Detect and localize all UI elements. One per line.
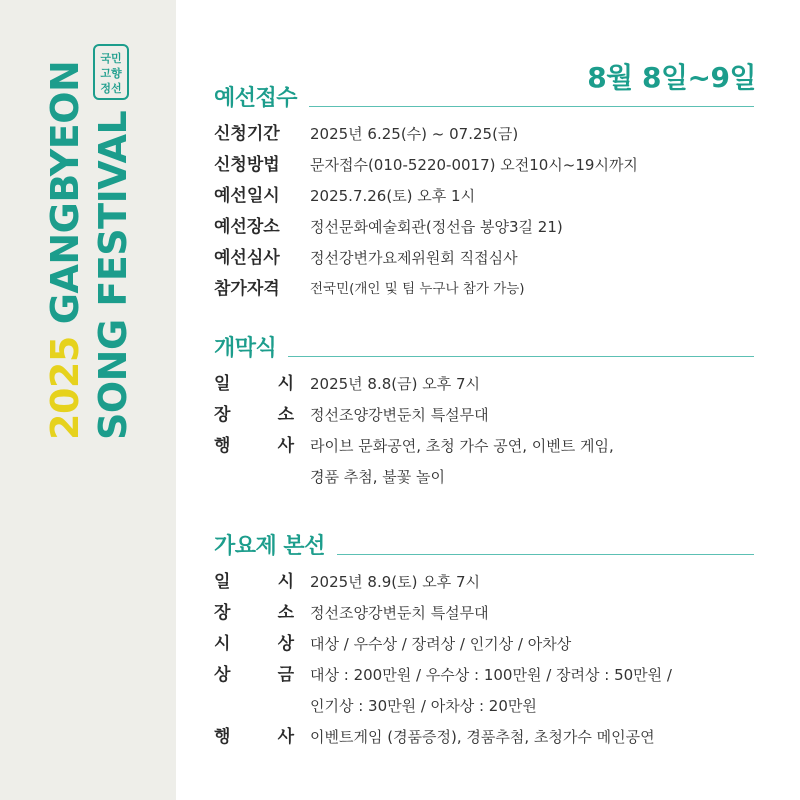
section-divider <box>337 554 754 555</box>
info-row <box>214 369 754 400</box>
stamp-line-3: 정선 <box>100 82 122 95</box>
info-row <box>214 567 754 598</box>
row-value: 전국민(개인 및 팀 누구나 참가 가능) <box>310 281 525 297</box>
row-value: 대상 / 우수상 / 장려상 / 인기상 / 아차상 <box>310 635 572 653</box>
row-value: 정선강변가요제위원회 직접심사 <box>310 249 518 267</box>
row-value: 2025년 8.8(금) 오후 7시 <box>310 375 481 393</box>
row-value: 정선조양강변둔치 특설무대 <box>310 406 489 424</box>
row-value-continued: 경품 추첨, 불꽃 놀이 <box>310 468 445 486</box>
row-label: 장 소 <box>214 405 294 425</box>
section-divider <box>288 356 754 357</box>
row-value: 이벤트게임 (경품증정), 경품추첨, 초청가수 메인공연 <box>310 728 655 746</box>
row-label: 신청방법 <box>214 155 280 175</box>
row-label: 상 금 <box>214 665 294 685</box>
row-label: 시 상 <box>214 634 294 654</box>
info-row <box>214 274 754 305</box>
row-label: 장 소 <box>214 603 294 623</box>
info-row <box>214 212 754 243</box>
row-label: 행 사 <box>214 436 294 456</box>
info-row-continued <box>214 462 754 493</box>
row-value: 대상 : 200만원 / 우수상 : 100만원 / 장려상 : 50만원 / <box>310 666 672 684</box>
row-value: 2025년 8.9(토) 오후 7시 <box>310 573 481 591</box>
row-label: 신청기간 <box>214 124 280 144</box>
section-title: 예선접수 <box>214 86 298 111</box>
section-opening <box>214 330 754 493</box>
info-row <box>214 400 754 431</box>
row-label: 참가자격 <box>214 279 280 299</box>
row-value: 라이브 문화공연, 초청 가수 공연, 이벤트 게임, <box>310 437 614 455</box>
row-value-continued: 인기상 : 30만원 / 아차상 : 20만원 <box>310 697 537 715</box>
row-value: 2025.7.26(토) 오후 1시 <box>310 187 476 205</box>
row-label: 예선일시 <box>214 186 280 206</box>
info-row <box>214 660 754 691</box>
row-value: 문자접수(010-5220-0017) 오전10시~19시까지 <box>310 156 638 174</box>
info-row <box>214 431 754 462</box>
svg-text:2025GANGBYEON <box>43 61 87 440</box>
section-prelim <box>214 80 754 305</box>
row-value: 정선문화예술회관(정선읍 봉양3길 21) <box>310 218 563 236</box>
info-row <box>214 598 754 629</box>
section-divider <box>309 106 754 107</box>
song-festival-text: SONG FESTIVAL <box>91 110 135 440</box>
info-row <box>214 119 754 150</box>
info-row <box>214 629 754 660</box>
info-row <box>214 243 754 274</box>
section-title: 가요제 본선 <box>214 534 325 559</box>
info-row <box>214 150 754 181</box>
info-row-continued <box>214 691 754 722</box>
year-text: 2025 <box>43 336 87 440</box>
row-label: 일 시 <box>214 572 294 592</box>
section-finals <box>214 528 754 753</box>
gohyang-jeongseon-stamp-logo <box>93 44 129 100</box>
section-title: 개막식 <box>214 336 277 361</box>
row-label: 일 시 <box>214 374 294 394</box>
section-header <box>214 330 754 362</box>
section-header <box>214 528 754 560</box>
row-value: 2025년 6.25(수) ~ 07.25(금) <box>310 125 519 143</box>
info-row <box>214 181 754 212</box>
row-label: 예선장소 <box>214 217 280 237</box>
event-date: 8월 8일~9일 <box>587 61 756 94</box>
row-label: 예선심사 <box>214 248 280 268</box>
row-label: 행 사 <box>214 727 294 747</box>
info-row <box>214 722 754 753</box>
row-value: 정선조양강변둔치 특설무대 <box>310 604 489 622</box>
stamp-line-1: 국민 <box>100 52 122 65</box>
stamp-line-2: 고향 <box>100 67 122 80</box>
section-header <box>214 80 754 112</box>
festival-vertical-title <box>0 0 176 800</box>
gangbyeon-text: GANGBYEON <box>43 60 87 325</box>
